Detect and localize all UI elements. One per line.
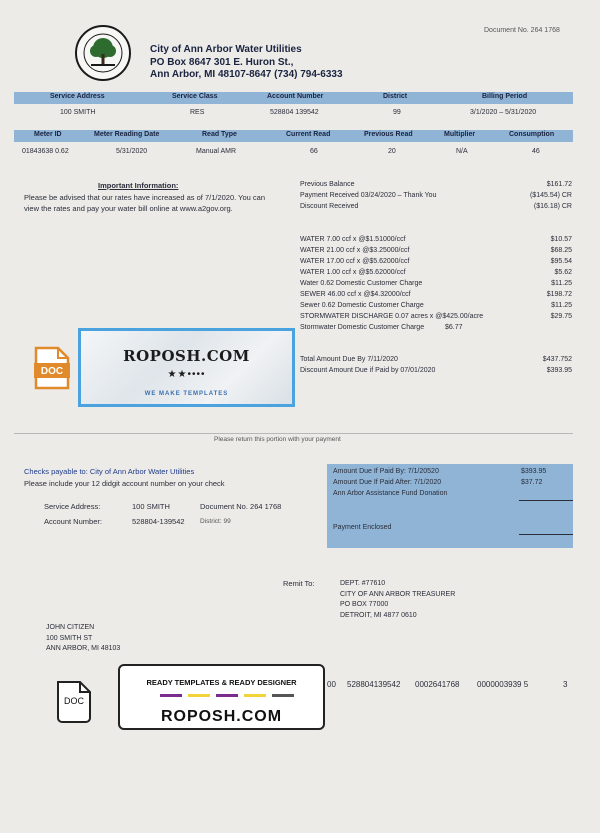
banner-main-text: ROPOSH.COM	[160, 708, 283, 725]
meter-values-row	[14, 148, 573, 158]
donation-entry-line[interactable]	[519, 500, 573, 501]
amount-due-by-label: Amount Due If Paid By: 7/1/20520	[333, 468, 439, 475]
meter-header-bar	[14, 130, 573, 142]
consumption-value: 46	[532, 148, 540, 155]
customer-line: 100 SMITH ST	[46, 634, 93, 642]
charge-line-amount: $29.75	[550, 313, 572, 320]
stub-service-address-label: Service Address:	[44, 502, 101, 511]
col-meter-reading-date: Meter Reading Date	[94, 131, 160, 138]
charge-line-label: WATER 7.00 ccf x @$1.51000/ccf	[300, 236, 406, 243]
charge-line-label: WATER 17.00 ccf x @$5.62000/ccf	[300, 258, 410, 265]
scanline-part: 0002641768	[415, 680, 460, 689]
org-name: City of Ann Arbor Water Utilities	[150, 44, 302, 55]
utility-header	[150, 44, 343, 82]
balance-block	[300, 181, 572, 217]
col-service-address: Service Address	[50, 93, 105, 100]
doc-file-outline-label: DOC	[64, 696, 84, 706]
scanline-part: 00	[327, 680, 336, 689]
customer-line: ANN ARBOR, MI 48103	[46, 645, 121, 652]
amount-due-after-value: $37.72	[521, 479, 543, 486]
total-due-label: Total Amount Due By 7/11/2020	[300, 356, 398, 363]
include-account-note: Please include your 12 didgit account number on your check	[24, 479, 225, 488]
col-account-number: Account Number	[267, 93, 324, 100]
amount-due-by-value: $393.95	[521, 468, 547, 475]
col-current-read: Current Read	[286, 131, 331, 138]
payment-box	[327, 464, 573, 548]
charge-line-amount: $10.57	[550, 236, 572, 243]
charge-line-amount: $11.25	[551, 302, 572, 309]
read-type-value: Manual AMR	[196, 148, 237, 155]
scanline	[327, 680, 577, 692]
charge-line-label: WATER 21.00 ccf x @$3.25000/ccf	[300, 247, 410, 254]
remit-to-label: Remit To:	[283, 579, 315, 588]
banner-seg-purple	[160, 694, 182, 697]
charge-line-amount: $6.77	[445, 324, 463, 331]
amount-due-after-label: Amount Due If Paid After: 7/1/2020	[333, 479, 442, 486]
charge-line-amount: $11.25	[551, 280, 572, 287]
discount-due-amount: $393.95	[546, 367, 572, 374]
watermark-title: ROPOSH.COM	[123, 347, 250, 365]
charge-line-amount: $5.62	[554, 269, 572, 276]
watermark-card	[78, 328, 295, 407]
meter-reading-date-value: 5/31/2020	[116, 148, 148, 155]
return-note: Please return this portion with your payment	[214, 436, 341, 443]
city-seal-icon	[74, 24, 132, 82]
checks-payable: Checks payable to: City of Ann Arbor Water Utilities	[24, 467, 195, 476]
col-read-type: Read Type	[202, 131, 237, 138]
charge-line-label: Stormwater Domestic Customer Charge	[300, 324, 425, 331]
discount-received-amount: ($16.18) CR	[533, 203, 572, 210]
customer-line: JOHN CITIZEN	[46, 624, 95, 631]
charge-line-label: STORMWATER DISCHARGE 0.07 acres x @$425.00/acre	[300, 313, 484, 320]
totals-block	[300, 356, 572, 380]
important-info-title: Important Information:	[98, 181, 179, 190]
charges-block	[300, 236, 572, 336]
scanline-part: 528804139542	[347, 680, 401, 689]
charge-line-label: WATER 1.00 ccf x @$5.62000/ccf	[300, 269, 406, 276]
document-number: Document No. 264 1768	[484, 27, 560, 34]
col-service-class: Service Class	[172, 93, 218, 100]
previous-balance-label: Previous Balance	[300, 181, 355, 188]
col-billing-period: Billing Period	[482, 93, 528, 100]
account-number-value: 528804 139542	[270, 109, 319, 116]
remit-line: DEPT. #77610	[340, 580, 386, 587]
discount-received-label: Discount Received	[300, 203, 359, 210]
org-address-line1: PO Box 8647 301 E. Huron St.,	[150, 56, 294, 68]
payment-enclosed-label: Payment Enclosed	[333, 524, 392, 531]
col-meter-id: Meter ID	[34, 131, 62, 138]
service-address-value: 100 SMITH	[60, 109, 96, 116]
watermark-stars: ★★••••	[167, 369, 206, 380]
important-info-text: Please be advised that our rates have increased as of 7/1/2020. You can view the rates and pay your water bill online at www.a2gov.org.	[24, 193, 266, 213]
banner-seg-purple	[216, 694, 238, 697]
billing-period-value: 3/1/2020 – 5/31/2020	[470, 109, 537, 116]
watermark-tagline: WE MAKE TEMPLATES	[144, 391, 229, 397]
stub-account-number-label: Account Number:	[44, 517, 102, 526]
charge-line-amount: $68.25	[550, 247, 572, 254]
previous-read-value: 20	[388, 148, 396, 155]
service-header-bar	[14, 92, 573, 104]
col-district: District	[383, 93, 408, 100]
promo-banner	[118, 664, 325, 730]
stub-account-number-value: 528804-139542	[132, 517, 185, 526]
banner-seg-yellow	[244, 694, 266, 697]
charge-line-label: Water 0.62 Domestic Customer Charge	[300, 280, 423, 287]
remit-line: PO BOX 77000	[340, 601, 389, 608]
customer-address	[46, 623, 120, 655]
charge-line-amount: $95.54	[550, 258, 572, 265]
total-due-amount: $437.752	[542, 356, 572, 363]
banner-seg-yellow	[188, 694, 210, 697]
district-value: 99	[393, 109, 401, 116]
col-previous-read: Previous Read	[364, 131, 413, 138]
col-multiplier: Multiplier	[444, 131, 476, 138]
col-consumption: Consumption	[509, 131, 555, 138]
stub-district: District: 99	[200, 518, 231, 525]
previous-balance-amount: $161.72	[546, 181, 572, 188]
payment-received-amount: ($145.54) CR	[529, 192, 572, 199]
stub-document-number: Document No. 264 1768	[200, 502, 282, 511]
payment-received-label: Payment Received 03/24/2020 – Thank You	[300, 192, 437, 199]
current-read-value: 66	[310, 148, 318, 155]
charge-line-label: SEWER 46.00 ccf x @$4.32000/ccf	[300, 291, 411, 298]
remit-line: DETROIT, MI 4877 0610	[340, 611, 417, 619]
remit-address	[340, 579, 455, 621]
org-address-line2: Ann Arbor, MI 48107-8647 (734) 794-6333	[150, 69, 343, 80]
scanline-part: 0000003939 5	[477, 680, 529, 689]
remit-line: CITY OF ANN ARBOR TREASURER	[340, 590, 456, 598]
multiplier-value: N/A	[456, 148, 468, 155]
scanline-part: 3	[563, 680, 568, 689]
banner-seg-gray	[272, 694, 294, 697]
payment-enclosed-entry-line[interactable]	[519, 534, 573, 535]
service-values-row	[14, 109, 573, 119]
charge-line-amount: $198.72	[546, 291, 572, 298]
assistance-donation-label: Ann Arbor Assistance Fund Donation	[333, 490, 448, 497]
stub-service-address-value: 100 SMITH	[132, 502, 170, 511]
tear-divider	[14, 433, 573, 434]
service-class-value: RES	[190, 109, 205, 116]
doc-file-label: DOC	[40, 366, 64, 377]
discount-due-label: Discount Amount Due if Paid by 07/01/2020	[300, 367, 436, 374]
banner-top-text: READY TEMPLATES & READY DESIGNER	[146, 678, 297, 687]
charge-line-label: Sewer 0.62 Domestic Customer Charge	[300, 302, 424, 309]
meter-id-value: 01843638 0.62	[22, 148, 69, 155]
